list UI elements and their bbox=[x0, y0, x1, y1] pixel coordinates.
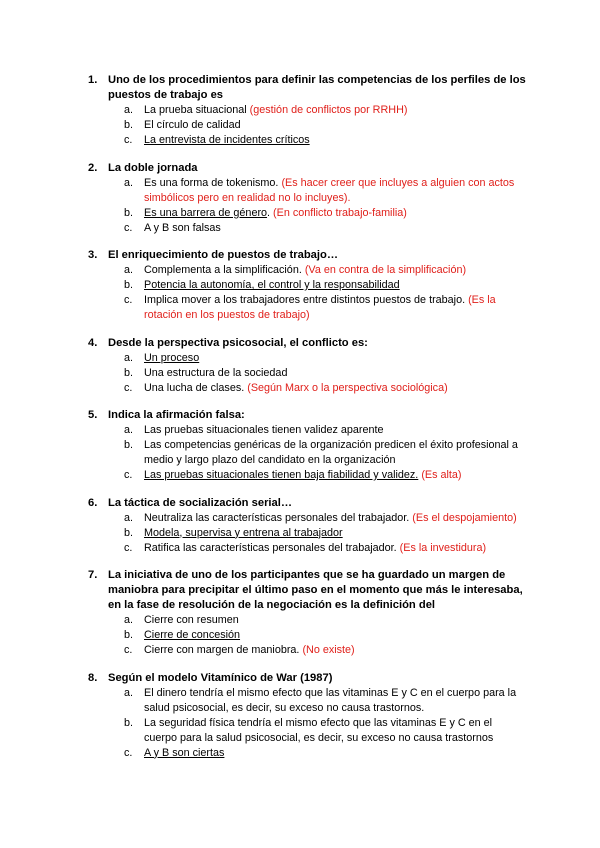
answer-note: (En conflicto trabajo-familia) bbox=[273, 206, 407, 219]
option-letter: b. bbox=[124, 629, 134, 641]
option-letter: a. bbox=[124, 104, 134, 116]
question-number: 8. bbox=[88, 671, 98, 684]
option-text: A y B son falsas bbox=[144, 221, 221, 234]
option-text: Implica mover a los trabajadores entre distintos puestos de trabajo. bbox=[144, 294, 466, 306]
option-b-correct bbox=[88, 278, 528, 293]
option-letter: c. bbox=[124, 134, 133, 146]
option-a bbox=[88, 103, 528, 118]
option-c bbox=[88, 541, 528, 556]
question-7 bbox=[88, 568, 528, 658]
option-letter: c. bbox=[124, 381, 133, 394]
question-8 bbox=[88, 671, 528, 761]
option-text-correct: La entrevista de incidentes críticos bbox=[144, 134, 310, 146]
option-c bbox=[88, 293, 528, 323]
option-letter: c. bbox=[124, 469, 133, 481]
option-text-correct: Cierre de concesión bbox=[144, 629, 241, 641]
option-letter: a. bbox=[124, 176, 134, 189]
option-text: El círculo de calidad bbox=[144, 119, 241, 131]
question-list bbox=[88, 73, 528, 773]
answer-note: (Va en contra de la simplificación) bbox=[304, 264, 467, 276]
option-c bbox=[88, 643, 528, 658]
question-6 bbox=[88, 496, 528, 556]
option-text: Cierre con resumen bbox=[144, 614, 239, 626]
option-letter: a. bbox=[124, 511, 134, 524]
question-text: La táctica de socialización serial… bbox=[108, 496, 293, 509]
option-a bbox=[88, 263, 528, 278]
option-letter: b. bbox=[124, 119, 134, 131]
option-b bbox=[88, 118, 528, 133]
option-text: Complementa a la simplificación. bbox=[144, 264, 302, 276]
question-5 bbox=[88, 408, 528, 483]
option-a bbox=[88, 176, 528, 206]
option-letter: b. bbox=[124, 206, 134, 219]
option-letter: c. bbox=[124, 541, 133, 554]
option-b-correct bbox=[88, 628, 528, 643]
option-a bbox=[88, 613, 528, 628]
question-text: Indica la afirmación falsa: bbox=[108, 409, 245, 421]
option-letter: a. bbox=[124, 614, 134, 626]
option-c-correct bbox=[88, 468, 528, 483]
option-b bbox=[88, 366, 528, 381]
question-text: Según el modelo Vitamínico de War (1987) bbox=[108, 671, 333, 684]
question-number: 7. bbox=[88, 569, 98, 581]
option-a bbox=[88, 686, 528, 716]
option-letter: b. bbox=[124, 366, 134, 379]
question-3 bbox=[88, 248, 528, 323]
option-text: Ratifica las características personales del trabajador. bbox=[144, 541, 397, 554]
question-text: La doble jornada bbox=[108, 161, 198, 174]
question-text: El enriquecimiento de puestos de trabajo… bbox=[108, 249, 339, 261]
question-text: Desde la perspectiva psicosocial, el conflicto es: bbox=[108, 336, 368, 349]
option-text: La prueba situacional bbox=[144, 104, 247, 116]
option-letter: b. bbox=[124, 439, 134, 451]
option-text: El dinero tendría el mismo efecto que las vitaminas E y C en el cuerpo para la salud psicosocial, es decir, su exceso no causa trastornos. bbox=[144, 686, 517, 714]
option-b bbox=[88, 716, 528, 746]
question-number: 1. bbox=[88, 74, 98, 86]
option-text-correct: Las pruebas situacionales tienen baja fiabilidad y validez. bbox=[144, 469, 419, 481]
option-text: Una lucha de clases. bbox=[144, 381, 245, 394]
option-b bbox=[88, 438, 528, 468]
option-text-correct: Potencia la autonomía, el control y la responsabilidad bbox=[144, 279, 400, 291]
answer-note: (No existe) bbox=[302, 644, 355, 656]
option-a bbox=[88, 423, 528, 438]
option-text-correct: Un proceso bbox=[144, 351, 200, 364]
option-text: Una estructura de la sociedad bbox=[144, 366, 288, 379]
option-letter: a. bbox=[124, 424, 134, 436]
question-1 bbox=[88, 73, 528, 148]
option-text-correct: Es una barrera de género bbox=[144, 206, 268, 219]
answer-note: (Es hacer creer que incluyes a alguien con actos simbólicos pero en realidad no lo incluyes). bbox=[144, 176, 515, 204]
option-text: Neutraliza las características personales del trabajador. bbox=[144, 511, 410, 524]
option-letter: a. bbox=[124, 686, 134, 699]
option-a bbox=[88, 511, 528, 526]
option-letter: b. bbox=[124, 526, 134, 539]
option-letter: a. bbox=[124, 264, 134, 276]
option-c bbox=[88, 221, 528, 236]
option-text-correct: A y B son ciertas bbox=[144, 746, 225, 759]
answer-note: (Es alta) bbox=[421, 469, 462, 481]
option-text: Las pruebas situacionales tienen validez aparente bbox=[144, 424, 384, 436]
option-suffix: . bbox=[267, 206, 271, 219]
option-letter: c. bbox=[124, 746, 133, 759]
question-number: 5. bbox=[88, 409, 98, 421]
question-number: 3. bbox=[88, 249, 98, 261]
answer-note: (Es la rotación en los puestos de trabajo) bbox=[144, 294, 496, 321]
option-c bbox=[88, 381, 528, 396]
option-b-correct bbox=[88, 526, 528, 541]
answer-note: (Es el despojamiento) bbox=[412, 511, 517, 524]
question-number: 4. bbox=[88, 336, 98, 349]
option-letter: b. bbox=[124, 279, 134, 291]
question-2 bbox=[88, 161, 528, 236]
answer-note: (gestión de conflictos por RRHH) bbox=[249, 104, 408, 116]
option-text: Es una forma de tokenismo. bbox=[144, 176, 279, 189]
option-letter: c. bbox=[124, 644, 133, 656]
option-letter: c. bbox=[124, 221, 133, 234]
answer-note: (Es la investidura) bbox=[399, 541, 487, 554]
option-text: La seguridad física tendría el mismo efecto que las vitaminas E y C en el cuerpo para la salud psicosocial, es decir, su exceso no causa trastornos bbox=[144, 716, 494, 744]
option-letter: c. bbox=[124, 294, 133, 306]
option-text-correct: Modela, supervisa y entrena al trabajador bbox=[144, 526, 343, 539]
option-c-correct bbox=[88, 133, 528, 148]
option-c-correct bbox=[88, 746, 528, 761]
option-b-correct bbox=[88, 206, 528, 221]
question-number: 2. bbox=[88, 161, 98, 174]
answer-note: (Según Marx o la perspectiva sociológica) bbox=[247, 381, 448, 394]
question-text: Uno de los procedimientos para definir las competencias de los perfiles de los puestos de trabajo es bbox=[108, 74, 526, 101]
option-letter: a. bbox=[124, 351, 134, 364]
option-text: Las competencias genéricas de la organización predicen el éxito profesional a medio y largo plazo del candidato en la organización bbox=[144, 439, 518, 466]
option-letter: b. bbox=[124, 716, 134, 729]
option-a-correct bbox=[88, 351, 528, 366]
option-text: Cierre con margen de maniobra. bbox=[144, 644, 300, 656]
question-text: La iniciativa de uno de los participantes que se ha guardado un margen de maniobra para precipitar el último paso en el momento que más le interesaba, en la fase de resolución de la negociación es la definición del bbox=[108, 569, 523, 611]
question-4 bbox=[88, 336, 528, 396]
question-number: 6. bbox=[88, 496, 98, 509]
